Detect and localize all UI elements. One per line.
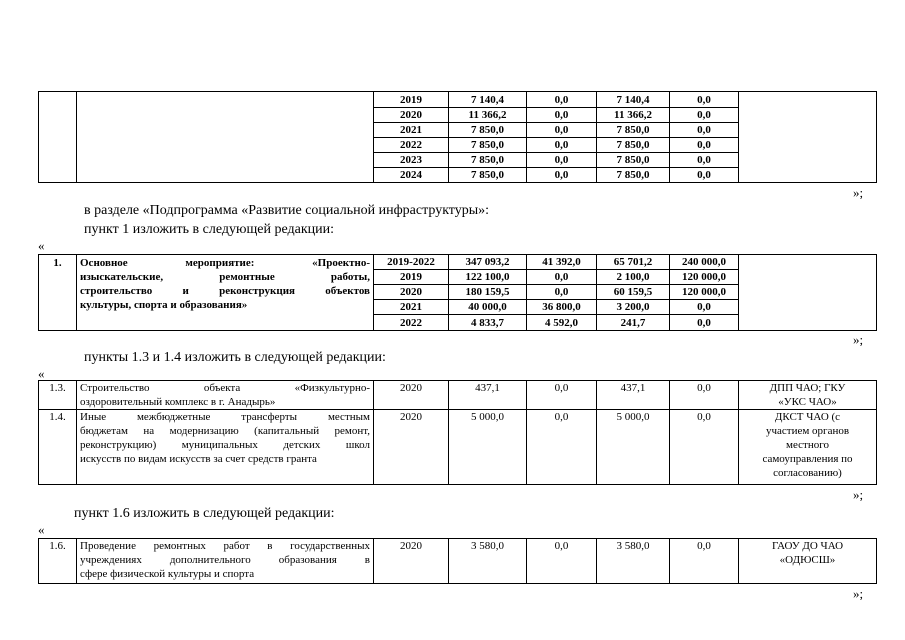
table-cell-desc: [77, 539, 374, 584]
table-row: [39, 410, 877, 485]
paragraph-item-1-6: пункт 1.6 изложить в следующей редакции:: [74, 506, 335, 521]
table-cell-year: 2021: [374, 300, 449, 315]
resp-line: ДПП ЧАО; ГКУ: [769, 382, 846, 394]
table-cell-year: 2022: [374, 138, 449, 153]
desc-line: реконструкцию) муниципальных детских школ: [80, 439, 370, 451]
table-cell-v3: 437,1: [597, 381, 670, 410]
table-cell-v3: 3 580,0: [597, 539, 670, 584]
table-cell-v4: 0,0: [670, 153, 739, 168]
table-cell-year: 2019: [374, 270, 449, 285]
table-cell-v4: 0,0: [670, 381, 739, 410]
table-cell-desc: [77, 410, 374, 485]
opening-quote: «: [38, 238, 45, 253]
table-cell-v4: 0,0: [670, 168, 739, 183]
resp-line: «ОДЮСШ»: [779, 554, 836, 566]
paragraph-item-1: пункт 1 изложить в следующей редакции:: [84, 222, 334, 237]
table-cell-v2: 41 392,0: [527, 255, 597, 270]
table-cell-v2: 0,0: [527, 270, 597, 285]
closing-quote: »;: [853, 487, 864, 502]
desc-line: Проведение ремонтных работ в государственных: [80, 540, 370, 552]
table-cell-num: 1.: [39, 255, 77, 331]
desc-line: сфере физической культуры и спорта: [80, 568, 255, 580]
table-cell-resp: [739, 381, 877, 410]
funding-table-item-1-6: [38, 538, 877, 584]
table-cell-resp: [739, 255, 877, 331]
table-cell-v3: 7 850,0: [597, 168, 670, 183]
closing-quote: »;: [853, 586, 864, 601]
table-cell-v4: 0,0: [670, 108, 739, 123]
table-cell-resp: [739, 410, 877, 485]
desc-line: бюджетам на модернизацию (капитальный ремонт,: [80, 425, 370, 437]
desc-line: Основное мероприятие: «Проектно-: [80, 257, 370, 269]
table-cell-v3: 7 850,0: [597, 138, 670, 153]
desc-line: строительство и реконструкция объектов: [80, 285, 370, 297]
table-cell-resp: [739, 92, 877, 183]
table-cell-num: [39, 92, 77, 183]
table-cell-total: 180 159,5: [449, 285, 527, 300]
table-cell-v2: 0,0: [527, 168, 597, 183]
paragraph-section: в разделе «Подпрограмма «Развитие социальной инфраструктуры»:: [84, 203, 490, 218]
table-cell-total: 7 850,0: [449, 123, 527, 138]
closing-quote: »;: [853, 332, 864, 347]
paragraph-items-1-3-1-4: пункты 1.3 и 1.4 изложить в следующей редакции:: [84, 350, 386, 365]
table-row: [39, 381, 877, 410]
table-cell-v4: 0,0: [670, 315, 739, 331]
table-cell-v2: 4 592,0: [527, 315, 597, 331]
table-cell-total: 4 833,7: [449, 315, 527, 331]
funding-table-item-1: [38, 254, 877, 331]
table-cell-year: 2020: [374, 381, 449, 410]
table-cell-v3: 2 100,0: [597, 270, 670, 285]
table-cell-v3: 7 850,0: [597, 123, 670, 138]
table-cell-v2: 0,0: [527, 381, 597, 410]
table-cell-v2: 0,0: [527, 138, 597, 153]
table-cell-v3: 7 850,0: [597, 153, 670, 168]
table-cell-year: 2023: [374, 153, 449, 168]
table-cell-v4: 0,0: [670, 410, 739, 485]
resp-line: согласованию): [773, 467, 842, 479]
table-cell-desc: [77, 92, 374, 183]
table-cell-desc: [77, 255, 374, 331]
table-cell-v2: 0,0: [527, 410, 597, 485]
table-cell-total: 7 850,0: [449, 168, 527, 183]
table-cell-v3: 7 140,4: [597, 92, 670, 108]
table-cell-v2: 0,0: [527, 153, 597, 168]
table-cell-total: 11 366,2: [449, 108, 527, 123]
resp-line: местного: [786, 439, 829, 451]
table-cell-year: 2019-2022: [374, 255, 449, 270]
table-cell-v2: 0,0: [527, 123, 597, 138]
opening-quote: «: [38, 366, 45, 381]
table-cell-v2: 0,0: [527, 92, 597, 108]
table-cell-year: 2024: [374, 168, 449, 183]
funding-table-items-1-3-1-4: [38, 380, 877, 485]
table-cell-year: 2021: [374, 123, 449, 138]
resp-line: участием органов: [765, 425, 850, 437]
table-cell-num: 1.6.: [39, 539, 77, 584]
table-cell-v4: 120 000,0: [670, 285, 739, 300]
table-cell-v2: 0,0: [527, 539, 597, 584]
desc-line: искусств по видам искусств за счет средств гранта: [80, 453, 317, 465]
table-cell-total: 40 000,0: [449, 300, 527, 315]
table-cell-v4: 0,0: [670, 92, 739, 108]
desc-line: Иные межбюджетные трансферты местным: [80, 411, 370, 423]
table-cell-v4: 0,0: [670, 539, 739, 584]
table-cell-v4: 0,0: [670, 123, 739, 138]
table-cell-num: 1.3.: [39, 381, 77, 410]
desc-line: культуры, спорта и образования»: [80, 299, 248, 311]
table-cell-v4: 240 000,0: [670, 255, 739, 270]
table-cell-v3: 60 159,5: [597, 285, 670, 300]
table-cell-resp: [739, 539, 877, 584]
table-cell-year: 2020: [374, 285, 449, 300]
table-cell-year: 2020: [374, 539, 449, 584]
opening-quote: «: [38, 522, 45, 537]
table-cell-v3: 5 000,0: [597, 410, 670, 485]
table-cell-desc: [77, 381, 374, 410]
table-cell-year: 2020: [374, 410, 449, 485]
table-cell-year: 2022: [374, 315, 449, 331]
table-cell-total: 5 000,0: [449, 410, 527, 485]
table-cell-v2: 0,0: [527, 108, 597, 123]
table-cell-v2: 36 800,0: [527, 300, 597, 315]
table-cell-total: 437,1: [449, 381, 527, 410]
table-cell-total: 7 850,0: [449, 153, 527, 168]
resp-line: самоуправления по: [762, 453, 853, 465]
table-cell-v3: 65 701,2: [597, 255, 670, 270]
table-cell-v4: 0,0: [670, 138, 739, 153]
table-cell-year: 2019: [374, 92, 449, 108]
closing-quote: »;: [853, 185, 864, 200]
table-row: [39, 539, 877, 584]
table-cell-v3: 3 200,0: [597, 300, 670, 315]
desc-line: Строительство объекта «Физкультурно-: [80, 382, 370, 394]
table-cell-v3: 11 366,2: [597, 108, 670, 123]
table-cell-total: 3 580,0: [449, 539, 527, 584]
table-cell-total: 7 140,4: [449, 92, 527, 108]
table-cell-v2: 0,0: [527, 285, 597, 300]
table-cell-num: 1.4.: [39, 410, 77, 485]
table-cell-v4: 120 000,0: [670, 270, 739, 285]
table-cell-total: 7 850,0: [449, 138, 527, 153]
table-cell-v3: 241,7: [597, 315, 670, 331]
table-cell-total: 347 093,2: [449, 255, 527, 270]
table-cell-year: 2020: [374, 108, 449, 123]
desc-line: оздоровительный комплекс в г. Анадырь»: [80, 396, 276, 408]
resp-line: «УКС ЧАО»: [778, 396, 837, 408]
table-cell-v4: 0,0: [670, 300, 739, 315]
table-cell-total: 122 100,0: [449, 270, 527, 285]
resp-line: ДКСТ ЧАО (с: [774, 411, 841, 423]
funding-table-continuation: [38, 91, 877, 183]
resp-line: ГАОУ ДО ЧАО: [771, 540, 844, 552]
desc-line: изыскательские, ремонтные работы,: [80, 271, 370, 283]
desc-line: учреждениях дополнительного образования в: [80, 554, 370, 566]
